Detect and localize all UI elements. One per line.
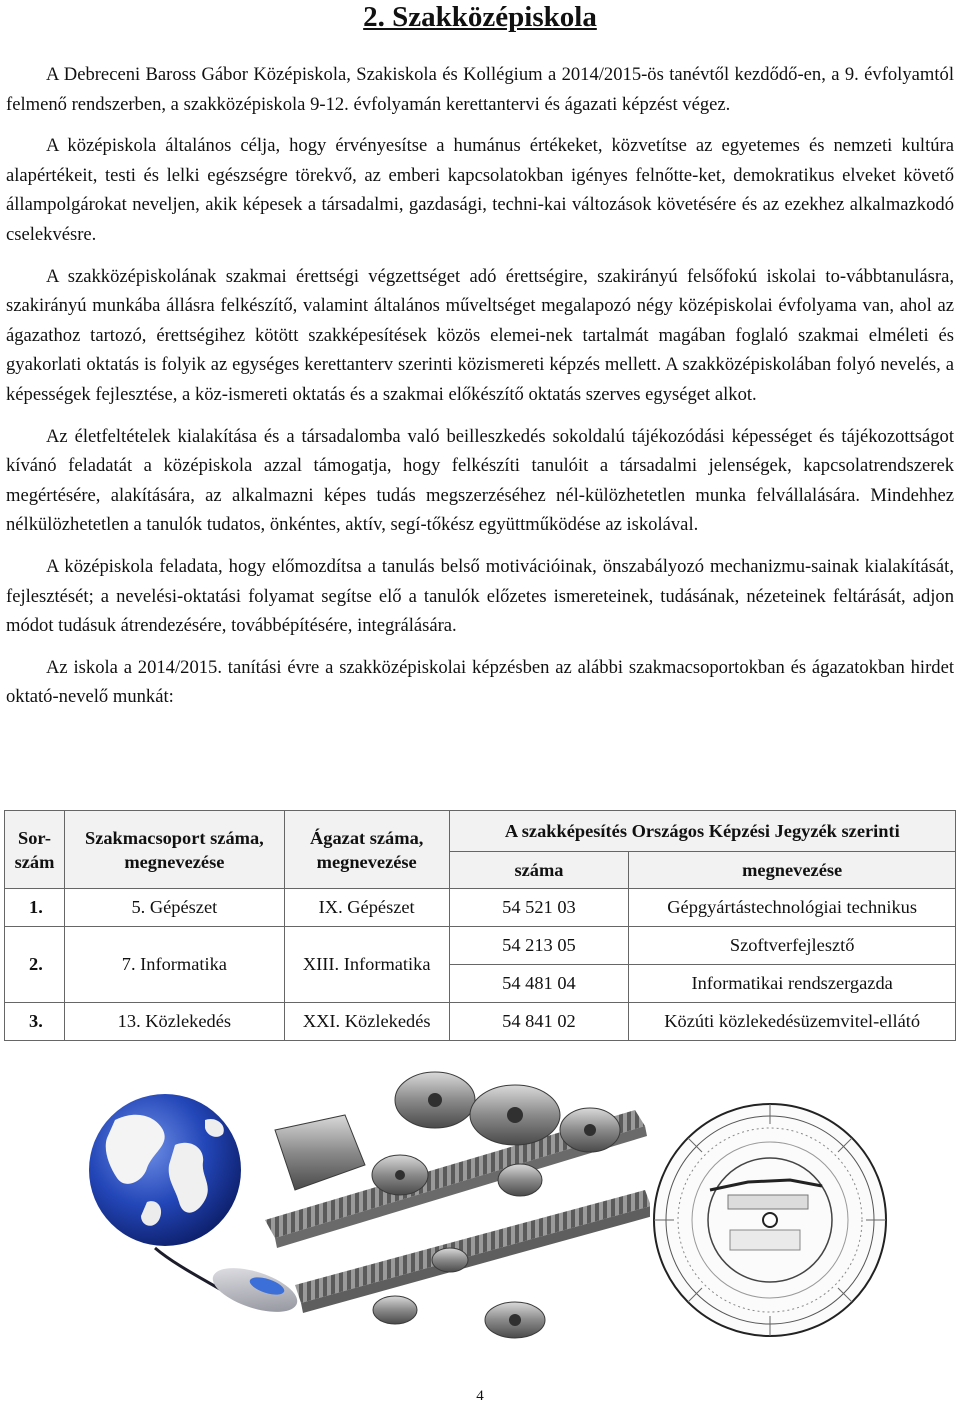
row-okj-szam: 54 481 04: [449, 965, 629, 1003]
row-okj-megnevezes: Közúti közlekedésüzemvitel-ellátó: [629, 1003, 956, 1041]
table-row: [5, 889, 956, 927]
body-text: [6, 60, 954, 724]
row-szakmacsoport: 5. Gépészet: [64, 889, 284, 927]
row-okj-szam: 54 213 05: [449, 927, 629, 965]
paragraph-task: A középiskola feladata, hogy előmozdítsa a tanulás belső motivációinak, önszabályozó mechanizmu-sainak kialakítását, fejlesztését; a nevelési-oktatási folyamat segítse elő a tanulók előzetes ismereteinek, tudásának, nézeteinek feltárását, adjon módot tudásuk átrendezésére, továbbépítésére, integrálására.: [6, 555, 954, 637]
row-okj-szam: 54 841 02: [449, 1003, 629, 1041]
paragraph-announcement: Az iskola a 2014/2015. tanítási évre a szakközépiskolai képzésben az alábbi szakmacsoportokban és ágazatokban hirdet oktató-nevelő munkát:: [6, 656, 954, 708]
row-okj-megnevezes: Informatikai rendszergazda: [629, 965, 956, 1003]
row-agazat: XXI. Közlekedés: [284, 1003, 449, 1041]
row-szakmacsoport: 13. Közlekedés: [64, 1003, 284, 1041]
row-okj-megnevezes: Gépgyártástechnológiai technikus: [629, 889, 956, 927]
header-okj-szama: száma: [449, 852, 629, 889]
table-row: [5, 1003, 956, 1041]
header-agazat: Ágazat száma, megnevezése: [284, 811, 449, 889]
header-sorszam: Sor-szám: [5, 811, 65, 889]
header-okj-group: A szakképesítés Országos Képzési Jegyzék szerinti: [449, 811, 955, 852]
paragraph-society: Az életfeltételek kialakítása és a társadalomba való beilleszkedés sokoldalú tájékozódási képességet és tájékozottságot kívánó feladatát a középiskola azzal támogatja, hogy felkészíti tanulóit a társadalmi jelenségek, kapcsolatrendszerek megértésére, alakítására, az alkalmazni képes tudás megszerzéséhez nél-külözhetetlen munka felvállalására. Mindehhez nélkülözhetetlen a tanulók tudatos, önkéntes, aktív, segí-tőkész együttműködése az iskolával.: [6, 425, 954, 536]
header-szakmacsoport: Szakmacsoport száma, megnevezése: [64, 811, 284, 889]
row-okj-megnevezes: Szoftverfejlesztő: [629, 927, 956, 965]
paragraph-goal: A középiskola általános célja, hogy érvényesítse a humánus értékeket, közvetítse az egyetemes és nemzeti kultúra alapértékeit, testi és lelki egészségre törekvő, az emberi kapcsolatokban igényes felnőtte-ket, demokratikus elveket követő állampolgárokat neveljen, akik képesek a társadalmi, gazdasági, techni-kai változások követésére és az ezekhez alkalmazkodó cselekvésre.: [6, 135, 954, 245]
table-row: [5, 927, 956, 965]
tachograph-image: [650, 1080, 890, 1360]
illustration-strip: [0, 1050, 960, 1370]
row-number: 1.: [5, 889, 65, 927]
courses-table: [4, 810, 956, 1041]
page-title: 2. Szakközépiskola: [363, 1, 597, 33]
row-agazat: IX. Gépészet: [284, 889, 449, 927]
page-number: 4: [476, 1388, 484, 1404]
paragraph-intro: A Debreceni Baross Gábor Középiskola, Szakiskola és Kollégium a 2014/2015-ös tanévtől kezdődő-en, a 9. évfolyamtól felmenő rendszerben, a szakközépiskola 9-12. évfolyamán kerettantervi és ágazati képzést végez.: [6, 64, 954, 115]
row-agazat: XIII. Informatika: [284, 927, 449, 1003]
gears-image: [235, 1070, 655, 1360]
row-number: 2.: [5, 927, 65, 1003]
row-szakmacsoport: 7. Informatika: [64, 927, 284, 1003]
row-number: 3.: [5, 1003, 65, 1041]
row-okj-szam: 54 521 03: [449, 889, 629, 927]
header-okj-megnevezese: megnevezése: [629, 852, 956, 889]
paragraph-structure: A szakközépiskolának szakmai érettségi végzettséget adó érettségire, szakirányú felsőfokú iskolai to-vábbtanulásra, szakirányú munkába állásra felkészítő, valamint általános műveltséget megalapozó négy középiskolai évfolyama van, ahol az ágazathoz tartozó, érettségihez kötött szakképesítések közös elemei-nek tartalmát magában foglaló szakmai elméleti és gyakorlati oktatás is folyik az egységes kerettanterv szerinti közismereti képzés mellett. A szakközépiskolában folyó nevelés, a képességek fejlesztése, a köz-ismereti oktatás és a szakmai előkészítő oktatás szerves egységet alkot.: [6, 265, 954, 405]
